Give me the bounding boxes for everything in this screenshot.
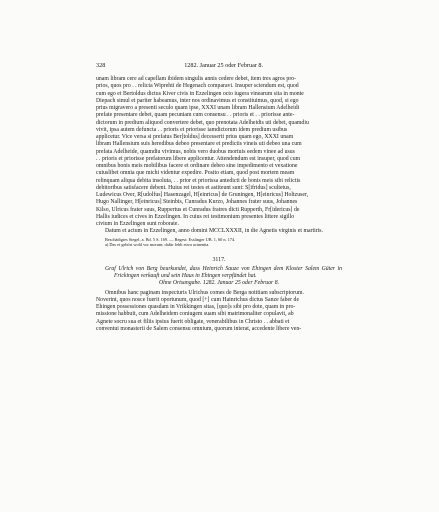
text-line: relinquam aliqua debita insoluta, . . prior et priorissa antedicti de bonis meis sibi relictis — [96, 177, 301, 184]
text-line: conventui monasterii de Salem consensu omnium, quorum interat, accedente libere ven- — [96, 325, 302, 332]
text-line: applicetur. Vice versa si prefatus Ber[toldus] decesserit prius quam ego, XXXI unam — [96, 134, 294, 140]
text-line: Noverint, quos nosce fuerit oportunum, quod [+] cum Hainrichus dictus Sanze faber de — [96, 296, 300, 303]
datum-clause: Datum et actum in Ezzelingen, anno domini MCCLXXXII, in die Agnetis virginis et martiris. — [105, 228, 324, 235]
text-line: Kilso, Ulricus frater suus, Ruppertus et Cunradus fratres dicti Rupperth, Fr[idericus] de — [96, 206, 300, 213]
text-line: prefate presentare debet, quam pecuniam cum consensu . . prioris et . . priorisse ante- — [96, 112, 295, 119]
text-line: Hugo Nallinger, H[einricus] Steinbis, Cunradus Kurzo, Johannes frater suus, Johannes — [96, 199, 298, 206]
note-footnote: a) Das et gehört wohl vor morum; dafür fehlt etwa acinentia. — [105, 242, 210, 248]
note-source: Beschädigtes Siegel, a. Bd. 5 S. 169. — Regest: Esslinger UB. 1, 60 n. 174. — [105, 236, 236, 242]
text-line: omnibus bonis meis mobilibus facere et ordinare debeo sine impedimento et vexatione — [96, 163, 298, 169]
charter-body-continued — [96, 76, 342, 236]
text-line: Hallis iudices et cives in Ezzelingen. In cuius rei testimonium presentes littere sigillo — [96, 213, 295, 220]
text-line: Diepach simul et pariter habeamus, inter nos ordinavimus et constituimus, quod, si ego — [96, 97, 299, 104]
text-line: prefata Adelheide, quamdiu vivimus, nobis vero duobus mortuis eedem vinee ad usus — [96, 148, 295, 155]
text-line: Omnibus hanc paginam inspecturis Ulrichus comes de Berga notitiam subscriptorum. — [105, 289, 304, 296]
text-line: prius migravero a presenti seculo quam ipse, XXXI unam libram Hallensium Adelheidi — [96, 105, 300, 111]
text-line: Ludewicus Over, R[udolfus] Hasenzagel, H[einricus] de Gruningen, H[einricus] Holtzuser, — [96, 192, 309, 198]
text-line: unam libram cere ad capellam ibidem singulis annis cedere debet, item tres agros pro- — [96, 76, 297, 82]
text-line: debitoribus satisfacere debent. Huius rei testes et astiteunt sunt: S[ifridus] scultetus, — [96, 184, 291, 191]
document-page — [96, 62, 342, 333]
text-line: Ehingen possessiones quasdam in Vrikkingen sitas, [quo]s sibi pro dote, quam in pro- — [96, 304, 296, 311]
text-line: Agnete socru sua et filiis ipsius fuerit obligate, venerabilibus in Christo . . abbati et — [96, 318, 290, 325]
text-line: cuiuslibet omnia que michi videntur expedire. Posito etiam, quod post mortem meam — [96, 170, 295, 177]
apparatus-notes — [96, 237, 342, 248]
text-line: cum ego et Bertoldus dictus Kiver civis in Ezzelingen octo iugera vinearum sita in monte — [96, 90, 304, 97]
page-number: 328 — [96, 62, 106, 69]
charter-body — [96, 290, 342, 334]
text-line: prios, quos pro . . relicta Wiprehti de Hegenach comparavi. Insuper sciendum est, quod — [96, 83, 299, 90]
text-line: civium in Ezzelingen sunt roborate. — [96, 221, 179, 227]
text-line: libram Hallensium suis heredibus debeo presentare et predictis vineis uti debeo una cum — [96, 141, 302, 148]
running-head-title: 1282. Januar 25 oder Februar 8. — [184, 62, 264, 69]
charter-dateline: Ohne Ortsangabe. 1282. Januar 25 oder Februar 8. — [158, 280, 280, 287]
running-head — [96, 62, 342, 72]
text-line: dictorum in predium aliquod convertere debet, quo prenotata Adelheidis uti debet, quamdiu — [96, 119, 309, 126]
charter-number: 3117. — [212, 256, 226, 263]
text-line: missione habbuit, cum Adelheidem coniugem suam sibi matrimonaliter copulavit, ab — [96, 311, 294, 318]
charter-regest: Graf Ulrich von Berg beurkundet, dass Heinrich Sauze von Ehingen dem Kloster Salem Güter in Frickingen verkauft und sein Haus in Ehingen verpfändet hat. — [105, 265, 342, 279]
text-line: vivit, ipsa autem defuncta . . prioris et priorisse iamdictorum idem predium usibus — [96, 126, 288, 133]
text-line: . . prioris et priorisse prefatorum libere applicentur. Attendendum est insuper, quod cum — [96, 155, 301, 162]
